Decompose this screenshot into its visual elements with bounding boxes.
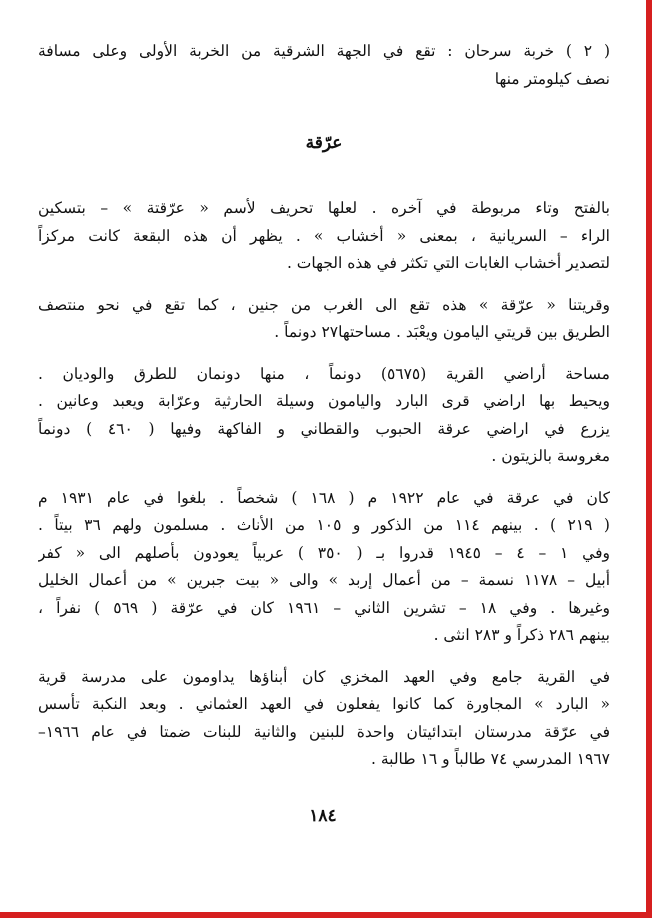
paragraph-line: ( ٢١٩ ) . بينهم ١١٤ من الذكور و ١٠٥ من الأناث . مسلمون ولهم ٣٦ بيتاً . <box>38 516 610 534</box>
paragraph-line: وفي ١ – ٤ – ١٩٤٥ قدروا بـ ( ٣٥٠ ) عربياً يعودون بأصلهم الى « كفر <box>38 543 610 562</box>
paragraph-line: الراء – السريانية ، بمعنى « أخشاب » . يظهر أن هذه البقعة كانت مركزاً <box>38 226 610 245</box>
paragraph-line: الطريق بين قريتي اليامون ويعْبَد . مساحتها٢٧ دونماً . <box>274 323 610 341</box>
paragraph-line: مساحة أراضي القرية (٥٦٧٥) دونماً ، منها دونمان للطرق والوديان . <box>38 364 610 383</box>
paragraph-line: بالفتح وتاء مربوطة في آخره . لعلها تحريف لأسم « عرّقتة » – بتسكين <box>38 199 610 217</box>
intro-paragraph <box>38 38 610 93</box>
paragraph-line: وقريتنا « عرّقة » هذه تقع الى الغرب من جنين ، كما تقع في نحو منتصف <box>38 295 610 314</box>
paragraph-line: مغروسة بالزيتون . <box>491 447 610 465</box>
paragraph-line: وغيرها . وفي ١٨ – تشرين الثاني – ١٩٦١ كان في عرّقة ( ٥٦٩ ) نفراً ، <box>38 598 610 617</box>
paragraph-line: في القرية جامع وفي العهد المخزي كان أبناؤها يداومون على مدرسة قرية <box>38 667 610 686</box>
paragraph-line: ويحيط بها اراضي قرى البارد واليامون وسيلة الحارثية وعرّابة ويعبد وعانين . <box>38 392 610 410</box>
intro-line: ( ٢ ) خربة سرحان : تقع في الجهة الشرقية من الخربة الأولى وعلى مسافة <box>38 42 610 60</box>
section-heading: عرّقة <box>305 133 343 153</box>
paragraph-line: أبيل – ١١٧٨ نسمة – من أعمال إربد » والى « بيت جبرين » من أعمال الخليل <box>38 571 610 589</box>
paragraph-etymology <box>38 195 610 278</box>
paragraph-line: ١٩٦٧ المدرسي ٧٤ طالباً و ١٦ طالبة . <box>370 750 610 768</box>
paragraph-line: « البارد » المجاورة كما كانوا يفعلون في العهد العثماني . وبعد النكبة تأسس <box>38 695 610 713</box>
paragraph-population <box>38 485 610 650</box>
page-content <box>38 38 610 788</box>
paragraph-line: بينهم ٢٨٦ ذكراً و ٢٨٣ انثى . <box>433 626 610 644</box>
paragraph-line: كان في عرقة في عام ١٩٢٢ م ( ١٦٨ ) شخصاً . بلغوا في عام ١٩٣١ م <box>38 488 610 507</box>
page-number: ١٨٤ <box>309 806 337 826</box>
paragraph-location <box>38 292 610 347</box>
paragraph-lands <box>38 361 610 471</box>
paragraph-line: يزرع في اراضي عرقة الحبوب والقطاني و الفاكهة وفيها ( ٤٦٠ ) دونماً <box>38 419 610 438</box>
paragraph-schools <box>38 664 610 774</box>
paragraph-line: لتصدير أخشاب الغابات التي تكثر في هذه الجهات . <box>286 254 610 272</box>
intro-line: نصف كيلومتر منها <box>494 69 610 88</box>
paragraph-line: في عرّقة مدرستان ابتدائيتان واحدة للبنين والثانية للبنات ضمتا في عام ١٩٦٦– <box>38 722 610 741</box>
